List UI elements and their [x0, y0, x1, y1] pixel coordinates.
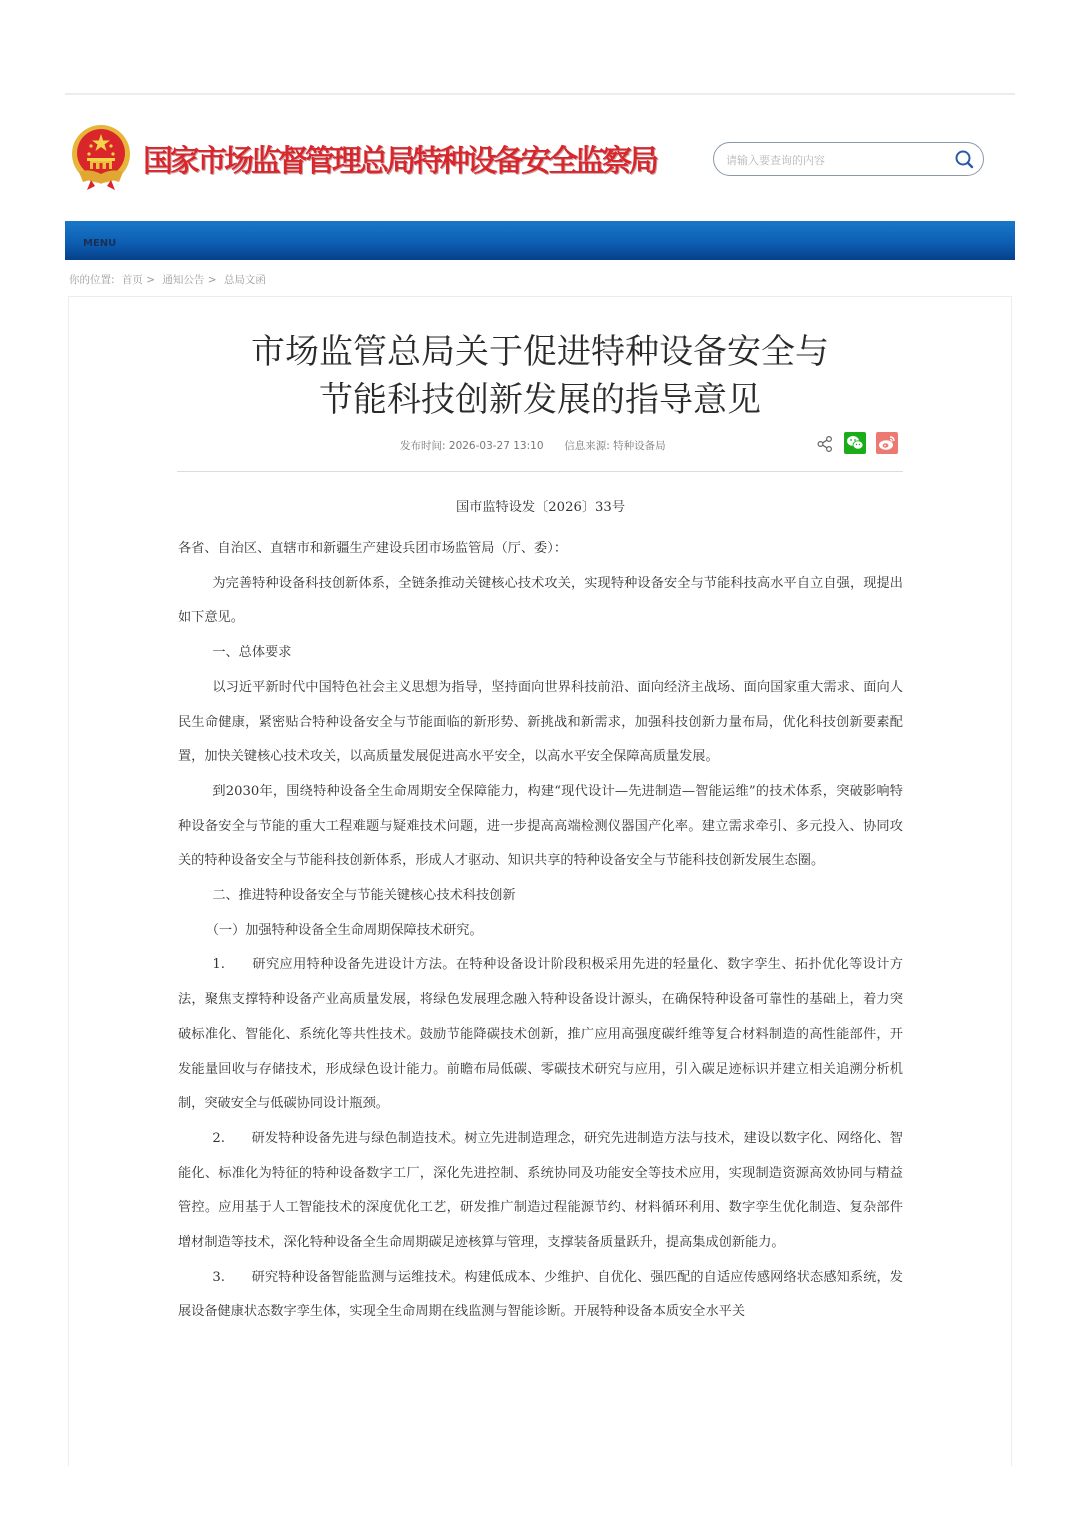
breadcrumb-prefix: 你的位置: [69, 274, 115, 286]
wechat-share-icon[interactable] [844, 432, 866, 454]
breadcrumb-bureau-letters[interactable]: 总局文函 [223, 274, 266, 286]
nav-menu-button[interactable]: MENU [83, 238, 117, 249]
site-title[interactable]: 国家市场监督管理总局特种设备安全监察局 [143, 144, 656, 179]
publish-label: 发布时间: [400, 440, 446, 452]
meta-divider [177, 471, 903, 472]
national-emblem-icon[interactable] [69, 124, 133, 192]
main-navbar [65, 221, 1015, 260]
weibo-share-icon[interactable] [876, 432, 898, 454]
item-1: 1. 研究应用特种设备先进设计方法。在特种设备设计阶段积极采用先进的轻量化、数字孪生、拓扑优化等设计方法，聚焦支撑特种设备产业高质量发展，将绿色发展理念融入特种设备设计源头，在确保特种设备可靠性的基础上，着力突破标准化、智能化、系统化等共性技术。鼓励节能降碳技术创新，推广应用高强度碳纤维等复合材料制造的高性能部件，开发能量回收与存储技术，形成绿色设计能力。前瞻布局低碳、零碳技术研究与应用，引入碳足迹标识并建立相关追溯分析机制，突破安全与低碳协同设计瓶颈。 [178, 957, 903, 1112]
source-label: 信息来源: [564, 440, 610, 452]
article-meta [400, 438, 666, 453]
article-title [0, 328, 1080, 424]
search-input[interactable] [726, 150, 936, 170]
paragraph-guideline: 以习近平新时代中国特色社会主义思想为指导，坚持面向世界科技前沿、面向经济主战场、面向国家重大需求、面向人民生命健康，紧密贴合特种设备安全与节能面临的新形势、新挑战和新需求，加强科技创新力量布局，优化科技创新要素配置，加快关键核心技术攻关，以高质量发展促进高水平安全，以高水平安全保障高质量发展。 [178, 679, 903, 765]
source-value: 特种设备局 [613, 440, 666, 452]
section-heading-1: 一、总体要求 [212, 645, 292, 661]
search-button[interactable] [953, 148, 975, 170]
section-heading-2: 二、推进特种设备安全与节能关键核心技术科技创新 [212, 888, 516, 904]
addressee: 各省、自治区、直辖市和新疆生产建设兵团市场监管局（厅、委）： [178, 541, 568, 556]
breadcrumb-home[interactable]: 首页 > [121, 274, 156, 286]
article-title-line1: 市场监管总局关于促进特种设备安全与 [251, 332, 829, 372]
paragraph-2030-goal: 到2030年，围绕特种设备全生命周期安全保障能力，构建“现代设计—先进制造—智能运维”的技术体系，突破影响特种设备安全与节能的重大工程难题与疑难技术问题，进一步提高高端检测仪器国产化率。建立需求牵引、多元投入、协同攻关的特种设备安全与节能科技创新体系，形成人才驱动、知识共享的特种设备安全与节能科技创新发展生态圈。 [178, 783, 903, 869]
site-header [65, 118, 1015, 200]
item-2: 2. 研发特种设备先进与绿色制造技术。树立先进制造理念，研究先进制造方法与技术，建设以数字化、网络化、智能化、标准化为特征的特种设备数字工厂，深化先进控制、系统协同及功能安全等技术应用，实现制造资源高效协同与精益管控。应用基于人工智能技术的深度优化工艺，研发推广制造过程能源节约、材料循环利用、数字孪生优化制造、复杂部件增材制造等技术，深化特种设备全生命周期碳足迹核算与管理，支撑装备质量跃升，提高集成创新能力。 [178, 1130, 903, 1251]
breadcrumb-notices[interactable]: 通知公告 > [162, 274, 217, 286]
top-divider [65, 93, 1015, 95]
article-title-line2: 节能科技创新发展的指导意见 [319, 380, 761, 420]
subsection-heading-1: （一）加强特种设备全生命周期保障技术研究。 [205, 922, 483, 938]
publish-time: 2026-03-27 13:10 [448, 440, 544, 452]
search-icon [953, 148, 975, 170]
share-icon[interactable] [816, 435, 834, 453]
paragraph-intro: 为完善特种设备科技创新体系，全链条推动关键核心技术攻关，实现特种设备安全与节能科技高水平自立自强，现提出如下意见。 [178, 575, 903, 626]
item-3: 3. 研究特种设备智能监测与运维技术。构建低成本、少维护、自优化、强匹配的自适应传感网络状态感知系统，发展设备健康状态数字孪生体，实现全生命周期在线监测与智能诊断。开展特种设备本质安全水平关 [178, 1269, 903, 1320]
document-number: 国市监特设发〔2026〕33号 [455, 500, 626, 515]
article-body [178, 497, 903, 1330]
breadcrumb [69, 272, 270, 287]
search-box [713, 142, 984, 176]
